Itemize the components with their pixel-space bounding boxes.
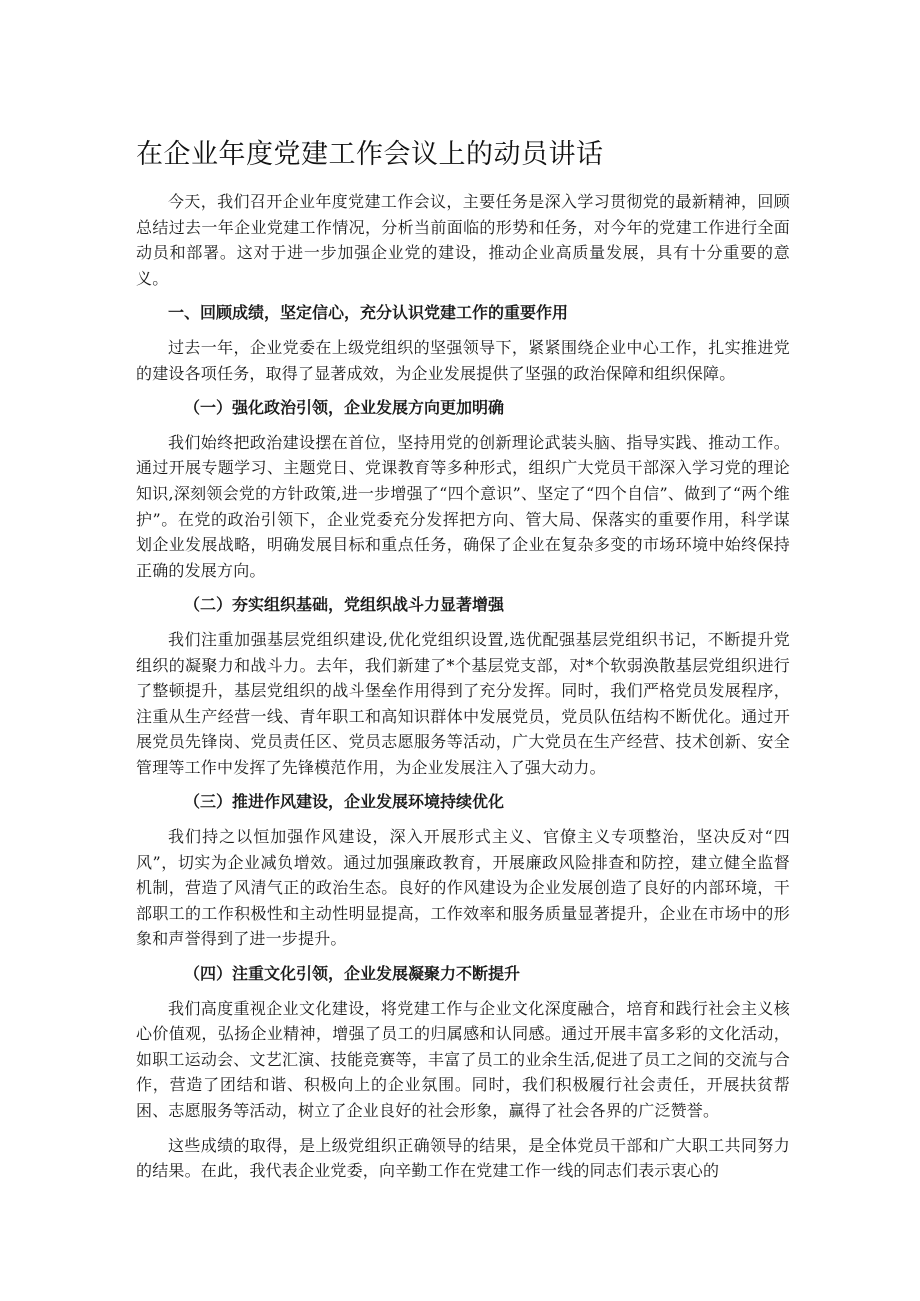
subsection-paragraph-4: 我们高度重视企业文化建设，将党建工作与企业文化深度融合，培育和践行社会主义核心价值观，弘扬企业精神，增强了员工的归属感和认同感。通过开展丰富多彩的文化活动，如职工运动会、文艺汇演、技能竞赛等，丰富了员工的业余生活,促进了员工之间的交流与合作，营造了团结和谐、积极向上的企业氛围。同时，我们积极履行社会责任，开展扶贫帮困、志愿服务等活动，树立了企业良好的社会形象，赢得了社会各界的广泛赞誉。 bbox=[136, 998, 790, 1120]
paragraph-gap bbox=[136, 1124, 790, 1133]
section-heading-1: 一、回顾成绩，坚定信心，充分认识党建工作的重要作用 bbox=[168, 303, 569, 323]
closing-paragraph: 这些成绩的取得，是上级党组织正确领导的结果，是全体党员干部和广大职工共同努力的结果。在此，我代表企业党委，向辛勤工作在党建工作一线的同志们表示衷心的 bbox=[136, 1135, 790, 1181]
section-paragraph-1: 过去一年，企业党委在上级党组织的坚强领导下，紧紧围绕企业中心工作，扎实推进党的建设各项任务，取得了显著成效，为企业发展提供了坚强的政治保障和组织保障。 bbox=[136, 337, 790, 383]
subsection-paragraph-3: 我们持之以恒加强作风建设，深入开展形式主义、官僚主义专项整治，坚决反对“四风”，切实为企业减负增效。通过加强廉政教育，开展廉政风险排查和防控，建立健全监督机制，营造了风清气正的政治生态。良好的作风建设为企业发展创造了良好的内部环境，干部职工的工作积极性和主动性明显提高，工作效率和服务质量显著提升，企业在市场中的形象和声誉得到了进一步提升。 bbox=[136, 827, 790, 949]
document-title: 在企业年度党建工作会议上的动员讲话 bbox=[136, 139, 604, 170]
subsection-heading-2: （二）夯实组织基础，党组织战斗力显著增强 bbox=[184, 595, 505, 615]
subsection-paragraph-2: 我们注重加强基层党组织建设,优化党组织设置,选优配强基层党组织书记，不断提升党组织的凝聚力和战斗力。去年，我们新建了*个基层党支部，对*个软弱涣散基层党组织进行了整顿提升，基层党组织的战斗堡垒作用得到了充分发挥。同时，我们严格党员发展程序，注重从生产经营一线、青年职工和高知识群体中发展党员，党员队伍结构不断优化。通过开展党员先锋岗、党员责任区、党员志愿服务等活动，广大党员在生产经营、技术创新、安全管理等工作中发挥了先锋模范作用，为企业发展注入了强大动力。 bbox=[136, 629, 790, 777]
subsection-paragraph-1: 我们始终把政治建设摆在首位，坚持用党的创新理论武装头脑、指导实践、推动工作。通过开展专题学习、主题党日、党课教育等多种形式，组织广大党员干部深入学习党的理论知识,深刻领会党的方针政策,进一步增强了“四个意识”、坚定了“四个自信”、做到了“两个维护”。在党的政治引领下，企业党委充分发挥把方向、管大局、保落实的重要作用，科学谋划企业发展战略，明确发展目标和重点任务，确保了企业在复杂多变的市场环境中始终保持正确的发展方向。 bbox=[136, 432, 790, 580]
subsection-heading-1: （一）强化政治引领，企业发展方向更加明确 bbox=[184, 398, 505, 418]
document-page bbox=[136, 135, 790, 1184]
subsection-heading-3: （三）推进作风建设，企业发展环境持续优化 bbox=[184, 792, 505, 812]
subsection-heading-4: （四）注重文化引领，企业发展凝聚力不断提升 bbox=[184, 964, 521, 984]
intro-paragraph: 今天，我们召开企业年度党建工作会议，主要任务是深入学习贯彻党的最新精神，回顾总结过去一年企业党建工作情况，分析当前面临的形势和任务，对今年的党建工作进行全面动员和部署。这对于进一步加强企业党的建设，推动企业高质量发展，具有十分重要的意义。 bbox=[136, 192, 790, 288]
